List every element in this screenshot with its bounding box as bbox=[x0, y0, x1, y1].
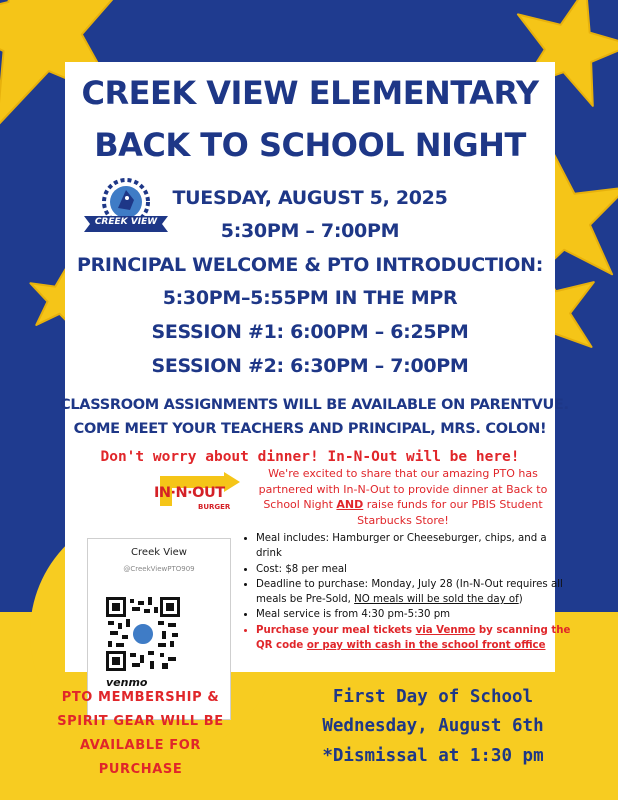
venmo-brand: venmo bbox=[106, 676, 148, 689]
event-date: TUESDAY, AUGUST 5, 2025 bbox=[172, 187, 448, 209]
dinner-details-list bbox=[242, 531, 574, 653]
list-item: • Cost: $8 per meal bbox=[256, 562, 574, 577]
dinner-headline: Don't worry about dinner! In-N-Out will be here! bbox=[100, 449, 520, 465]
first-day-line-3: *Dismissal at 1:30 pm bbox=[322, 746, 544, 766]
venmo-handle: @CreekViewPTO909 bbox=[123, 565, 195, 573]
list-item: • Deadline to purchase: Monday, July 28 (In-N-Out requires all meals be Pre-Sold, NO meals will be sold the day of) bbox=[256, 577, 574, 608]
meet-teachers-note: COME MEET YOUR TEACHERS AND PRINCIPAL, MRS. COLON! bbox=[73, 421, 547, 437]
qr-code-icon[interactable] bbox=[106, 597, 180, 671]
pto-line-1: PTO MEMBERSHIP & bbox=[61, 690, 220, 705]
in-n-out-logo bbox=[150, 472, 242, 518]
session-2: SESSION #2: 6:30PM – 7:00PM bbox=[151, 355, 469, 377]
pto-line-2: SPIRIT GEAR WILL BE bbox=[57, 714, 224, 729]
venmo-name: Creek View bbox=[131, 547, 187, 558]
dinner-intro: We're excited to share that our amazing PTO has partnered with In-N-Out to provide dinner at Back to School Night AND raise funds for our PBIS Student Starbucks Store! bbox=[258, 467, 548, 527]
in-n-out-text: IN·N·OUT bbox=[154, 485, 225, 501]
assignments-note: CLASSROOM ASSIGNMENTS WILL BE AVAILABLE ON PARENTVUE. bbox=[60, 397, 569, 413]
welcome-time: 5:30PM–5:55PM IN THE MPR bbox=[162, 287, 458, 309]
pto-line-3: AVAILABLE FOR bbox=[80, 738, 201, 753]
welcome-heading: PRINCIPAL WELCOME & PTO INTRODUCTION: bbox=[76, 254, 544, 276]
logo-text: CREEK VIEW bbox=[94, 217, 158, 227]
first-day-line-1: First Day of School bbox=[332, 687, 534, 707]
pto-line-4: PURCHASE bbox=[98, 762, 183, 777]
event-time: 5:30PM – 7:00PM bbox=[220, 220, 400, 242]
in-n-out-sub: BURGER bbox=[198, 503, 231, 511]
first-day-line-2: Wednesday, August 6th bbox=[322, 716, 544, 736]
title-line-1: CREEK VIEW ELEMENTARY bbox=[81, 74, 539, 112]
list-item: • Meal service is from 4:30 pm-5:30 pm bbox=[256, 607, 574, 622]
title-line-2: BACK TO SCHOOL NIGHT bbox=[94, 126, 526, 164]
session-1: SESSION #1: 6:00PM – 6:25PM bbox=[151, 321, 469, 343]
list-item: • Purchase your meal tickets via Venmo by scanning the QR code or pay with cash in the school front office bbox=[256, 623, 574, 654]
list-item: • Meal includes: Hamburger or Cheeseburger, chips, and a drink bbox=[256, 531, 574, 562]
